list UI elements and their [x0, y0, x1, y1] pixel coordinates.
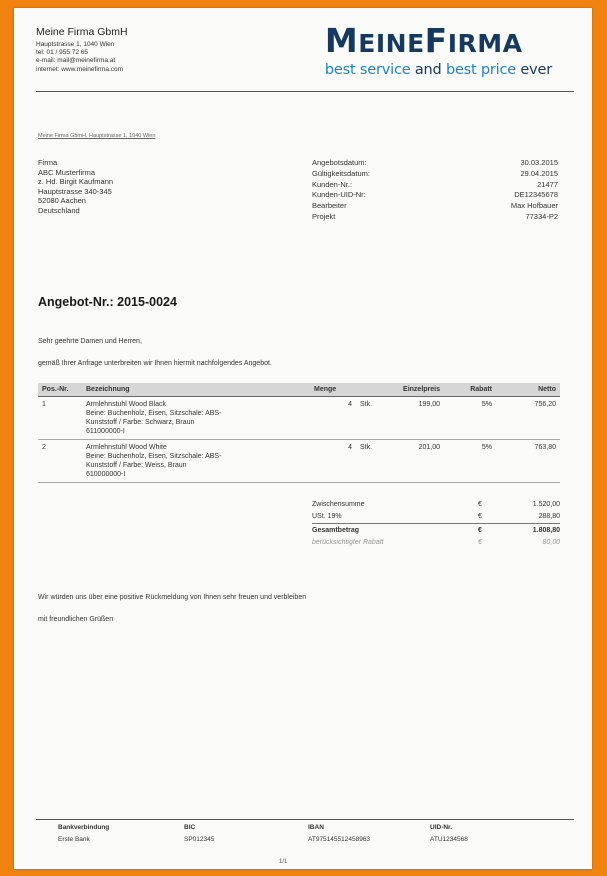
- col-header-discount: Rabatt: [444, 383, 496, 397]
- col-header-net: Netto: [496, 383, 560, 397]
- sender-block: [36, 26, 128, 74]
- footer-label: IBAN: [308, 824, 324, 831]
- totals-currency: €: [478, 513, 482, 521]
- table-row: [38, 440, 560, 483]
- table-header-row: [38, 383, 560, 397]
- totals-value: 80,00: [542, 539, 560, 547]
- recipient-line: Firma: [38, 158, 58, 167]
- footer-bank: [58, 822, 184, 846]
- sender-phone: tel: 01 / 955 72 65: [36, 49, 89, 57]
- footer-bic: [184, 822, 308, 846]
- offer-meta: [312, 158, 558, 223]
- footer-value: AT975145512458963: [308, 836, 371, 843]
- recipient-address: [38, 158, 113, 215]
- col-header-pos: Pos.-Nr.: [38, 383, 82, 397]
- header-divider: [36, 91, 574, 92]
- meta-label: Angebotsdatum:: [312, 158, 367, 167]
- col-header-unit: [356, 383, 386, 397]
- totals-row-vat: [312, 511, 560, 524]
- logo-wordmark: MEINEFIRMA: [324, 21, 523, 60]
- cell-discount: 5%: [444, 397, 496, 440]
- desc-line: Armlehnstuhl Wood White: [86, 444, 167, 451]
- cell-discount: 5%: [444, 440, 496, 483]
- meta-label: Kunden-Nr.:: [312, 179, 353, 189]
- regards-text: mit freundlichen Grüßen: [38, 616, 114, 623]
- cell-unit: Stk.: [356, 397, 386, 440]
- footer-uid: [430, 822, 540, 846]
- meta-value: Max Hofbauer: [510, 201, 558, 211]
- meta-label: Kunden-UID-Nr:: [312, 190, 366, 200]
- footer-label: UID-Nr.: [430, 824, 453, 831]
- totals-block: [312, 498, 560, 549]
- totals-label: USt. 19%: [312, 513, 342, 521]
- cell-desc: [82, 440, 310, 483]
- totals-value: 1.808,80: [532, 526, 560, 534]
- meta-value: 29.04.2015: [520, 168, 558, 178]
- return-address: Meine Firma GbmH, Hauptstrasse 1, 1040 Wien: [38, 133, 156, 139]
- sender-internet: internet: www.meinefirma.com: [36, 65, 124, 73]
- meta-value: 30.03.2015: [520, 158, 558, 167]
- meta-label: Gültigkeitsdatum:: [312, 168, 370, 178]
- items-table: [38, 383, 560, 483]
- totals-currency: €: [478, 500, 482, 508]
- cell-unit-price: 201,00: [386, 440, 444, 483]
- recipient-line: Hauptstrasse 340-345: [38, 186, 112, 196]
- desc-line: Kunststoff / Farbe: Weiss, Braun: [86, 462, 187, 469]
- recipient-line: 52080 Aachen: [38, 196, 86, 205]
- meta-row: [312, 169, 558, 180]
- logo-tagline: best service and best price ever: [324, 62, 552, 78]
- totals-row-grand-total: [312, 523, 560, 537]
- desc-line: 611000000-I: [86, 428, 125, 435]
- meta-row: [312, 212, 558, 223]
- meta-value: DE12345678: [514, 190, 558, 200]
- cell-pos: 2: [38, 440, 82, 483]
- meta-row: [312, 190, 558, 201]
- recipient-line: Deutschland: [38, 205, 80, 215]
- cell-unit-price: 199,00: [386, 397, 444, 440]
- footer-label: Bankverbindung: [58, 824, 110, 831]
- recipient-line: ABC Musterfirma: [38, 167, 96, 177]
- company-logo: [325, 23, 552, 78]
- offer-title: Angebot-Nr.: 2015-0024: [38, 295, 177, 309]
- desc-line: Beine: Buchenholz, Eisen, Sitzschale: ABS-: [86, 453, 222, 460]
- footer-value: SP012345: [184, 836, 215, 843]
- desc-line: 610000000-I: [86, 471, 126, 478]
- meta-row: [312, 201, 558, 212]
- cell-pos: 1: [38, 397, 82, 440]
- meta-label: Projekt: [312, 211, 336, 221]
- col-header-unit-price: Einzelpreis: [386, 383, 444, 397]
- salutation: Sehr geehrte Damen und Herren,: [38, 338, 142, 345]
- totals-currency: €: [478, 539, 482, 547]
- sender-email: e-mail: mail@meinefirma.at: [36, 57, 116, 65]
- meta-row: [312, 180, 558, 191]
- cell-net: 756,20: [496, 397, 560, 440]
- totals-currency: €: [478, 526, 482, 534]
- cell-net: 763,80: [496, 440, 560, 483]
- desc-line: Beine: Buchenholz, Eisen, Sitzschale: ABS-: [86, 410, 222, 417]
- meta-value: 77334-P2: [525, 211, 558, 221]
- document-page: [14, 8, 592, 869]
- totals-label: Gesamtbetrag: [312, 526, 360, 534]
- totals-value: 1.520,00: [532, 500, 560, 508]
- footer-divider: [36, 819, 574, 820]
- sender-street: Hauptstrasse 1, 1040 Wien: [36, 41, 115, 48]
- footer-label: BIC: [184, 824, 196, 831]
- totals-row-subtotal: [312, 498, 560, 511]
- footer: [58, 822, 558, 846]
- col-header-qty: Menge: [310, 383, 356, 397]
- totals-label: Zwischensumme: [312, 500, 365, 508]
- closing-text: Wir würden uns über eine positive Rückmeldung von Ihnen sehr freuen und verbleiben: [38, 594, 307, 601]
- page-number: 1/1: [279, 859, 288, 865]
- footer-iban: [308, 822, 430, 846]
- meta-value: 21477: [537, 179, 558, 189]
- meta-row: [312, 158, 558, 169]
- meta-label: Bearbeiter: [312, 201, 347, 211]
- cell-desc: [82, 397, 310, 440]
- totals-row-discount: [312, 537, 560, 550]
- cell-qty: 4: [310, 440, 356, 483]
- recipient-line: z. Hd. Birgit Kaufmann: [38, 177, 114, 186]
- sender-company: Meine Firma GbmH: [36, 26, 128, 38]
- col-header-desc: Bezeichnung: [82, 383, 310, 397]
- cell-qty: 4: [310, 397, 356, 440]
- table-row: [38, 397, 560, 440]
- footer-value: ATU1234568: [430, 836, 468, 843]
- intro-text: gemäß Ihrer Anfrage unterbreiten wir Ihnen hiermit nachfolgendes Angebot.: [38, 360, 272, 367]
- desc-line: Kunststoff / Farbe: Schwarz, Braun: [86, 419, 195, 426]
- desc-line: Armlehnstuhl Wood Black: [86, 401, 167, 408]
- totals-label: berücksichtigter Rabatt: [312, 539, 384, 547]
- totals-value: 288,80: [538, 513, 560, 521]
- footer-value: Erste Bank: [58, 836, 90, 843]
- cell-unit: Stk.: [356, 440, 386, 483]
